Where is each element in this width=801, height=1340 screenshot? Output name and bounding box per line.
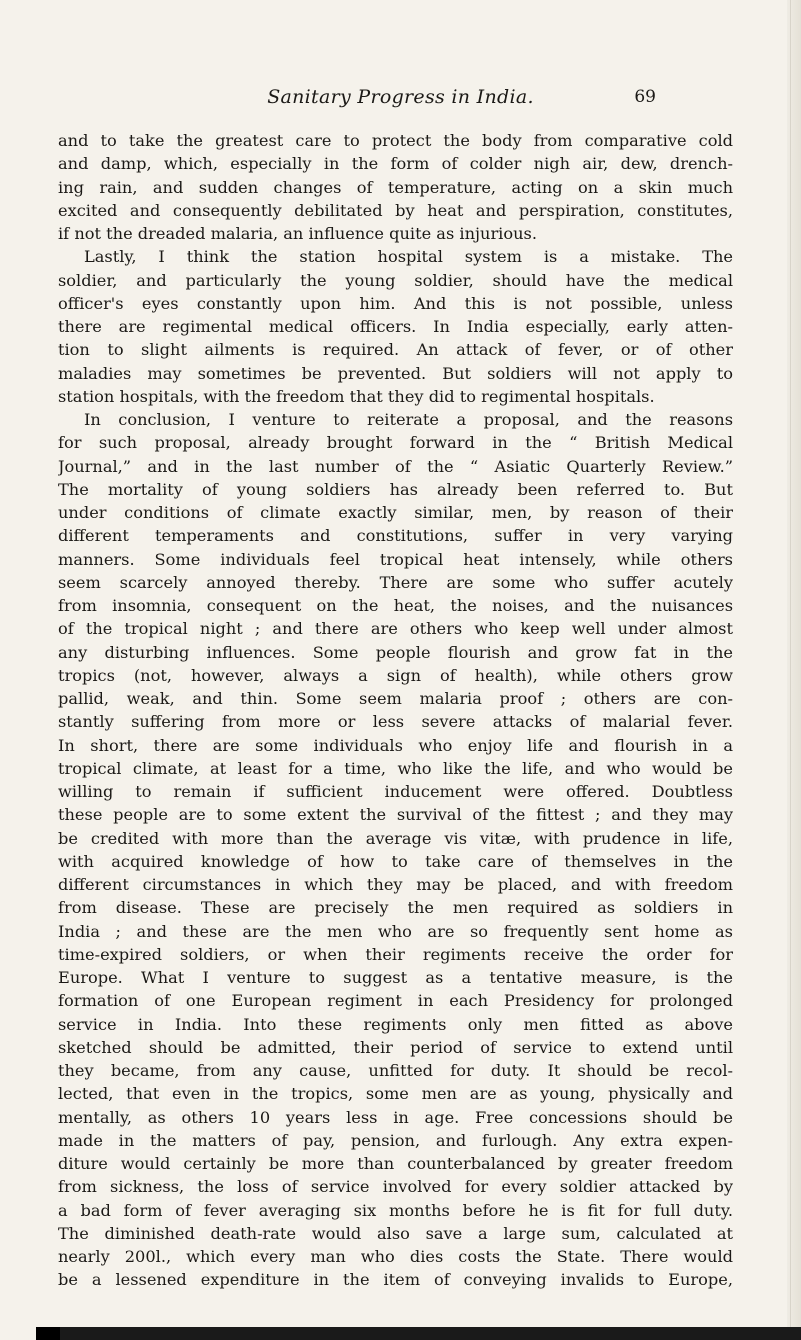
text-line: from insomnia, consequent on the heat, the noises, and the nuisances: [58, 596, 733, 615]
text-line: manners. Some individuals feel tropical heat intensely, while others: [58, 549, 733, 569]
text-line: with acquired knowledge of how to take care of themselves in the: [58, 851, 733, 871]
page-header: [0, 86, 801, 112]
text-line: ing rain, and sudden changes of temperature, acting on a skin much: [58, 177, 733, 197]
paragraph-2: [58, 245, 733, 408]
text-line: be credited with more than the average vis vitæ, with prudence in life,: [58, 828, 733, 848]
text-line: and to take the greatest care to protect the body from comparative cold: [58, 131, 733, 150]
text-line: India ; and these are the men who are so frequently sent home as: [58, 921, 733, 941]
text-line: of the tropical night ; and there are others who keep well under almost: [58, 619, 733, 639]
text-line: there are regimental medical officers. In India especially, early atten-: [58, 317, 733, 336]
text-line: maladies may sometimes be prevented. But soldiers will not apply to: [58, 363, 733, 383]
scan-edge-bar: [36, 1327, 801, 1340]
text-line: excited and consequently debilitated by heat and perspiration, constitutes,: [58, 200, 733, 220]
text-line: willing to remain if sufficient inducement were offered. Doubtless: [58, 782, 733, 801]
text-line: lected, that even in the tropics, some men are as young, physically and: [58, 1084, 733, 1104]
text-line: Journal,” and in the last number of the “ Asiatic Quarterly Review.”: [58, 456, 733, 476]
text-line: from sickness, the loss of service involved for every soldier attacked by: [58, 1177, 733, 1197]
text-line: tropical climate, at least for a time, who like the life, and who would be: [58, 758, 733, 778]
text-line: service in India. Into these regiments only men fitted as above: [58, 1014, 733, 1034]
paragraph-3: [58, 408, 733, 1292]
text-line: pallid, weak, and thin. Some seem malaria proof ; others are con-: [58, 689, 733, 708]
text-line: tion to slight ailments is required. An attack of fever, or of other: [58, 340, 733, 360]
text-line: tropics (not, however, always a sign of health), while others grow: [58, 665, 733, 685]
text-line: they became, from any cause, unfitted for duty. It should be recol-: [58, 1061, 733, 1080]
text-line: The diminished death-rate would also save a large sum, calculated at: [58, 1223, 733, 1243]
text-line: for such proposal, already brought forward in the “ British Medical: [58, 433, 733, 453]
text-line: seem scarcely annoyed thereby. There are some who suffer acutely: [58, 572, 733, 592]
text-line: nearly 200l., which every man who dies costs the State. There would: [58, 1247, 733, 1266]
text-line: different circumstances in which they may be placed, and with freedom: [58, 875, 733, 894]
text-line: diture would certainly be more than counterbalanced by greater freedom: [58, 1154, 733, 1173]
text-line: stantly suffering from more or less severe attacks of malarial fever.: [58, 712, 733, 732]
text-line: from disease. These are precisely the men required as soldiers in: [58, 898, 733, 918]
page-number: 69: [634, 87, 656, 107]
text-line: officer's eyes constantly upon him. And this is not possible, unless: [58, 293, 733, 313]
text-line: if not the dreaded malaria, an influence quite as injurious.: [58, 224, 537, 243]
text-line: time-expired soldiers, or when their regiments receive the order for: [58, 944, 733, 964]
text-line: under conditions of climate exactly similar, men, by reason of their: [58, 503, 733, 522]
text-line: any disturbing influences. Some people flourish and grow fat in the: [58, 642, 733, 662]
text-line: different temperaments and constitutions, suffer in very varying: [58, 526, 733, 546]
text-line: made in the matters of pay, pension, and furlough. Any extra expen-: [58, 1130, 733, 1150]
text-line: In conclusion, I venture to reiterate a proposal, and the reasons: [84, 410, 733, 429]
text-line: Lastly, I think the station hospital system is a mistake. The: [84, 247, 733, 267]
running-title: Sanitary Progress in India.: [267, 86, 534, 108]
paragraph-1: [58, 129, 733, 245]
text-line: soldier, and particularly the young soldier, should have the medical: [58, 270, 733, 290]
body-text: [58, 129, 733, 1292]
text-line: these people are to some extent the survival of the fittest ; and they may: [58, 805, 733, 825]
page-edge-rule: [790, 0, 791, 1340]
text-line: sketched should be admitted, their period of service to extend until: [58, 1037, 733, 1057]
text-line: formation of one European regiment in each Presidency for prolonged: [58, 991, 733, 1011]
text-line: mentally, as others 10 years less in age. Free concessions should be: [58, 1107, 733, 1127]
text-line: station hospitals, with the freedom that they did to regimental hospitals.: [58, 386, 655, 406]
text-line: The mortality of young soldiers has already been referred to. But: [58, 479, 733, 499]
text-line: a bad form of fever averaging six months before he is fit for full duty.: [58, 1200, 733, 1220]
text-line: and damp, which, especially in the form of colder nigh air, dew, drench-: [58, 154, 733, 174]
text-line: Europe. What I venture to suggest as a tentative measure, is the: [58, 968, 733, 987]
text-line: be a lessened expenditure in the item of conveying invalids to Europe,: [58, 1270, 733, 1290]
text-line: In short, there are some individuals who enjoy life and flourish in a: [58, 735, 733, 755]
